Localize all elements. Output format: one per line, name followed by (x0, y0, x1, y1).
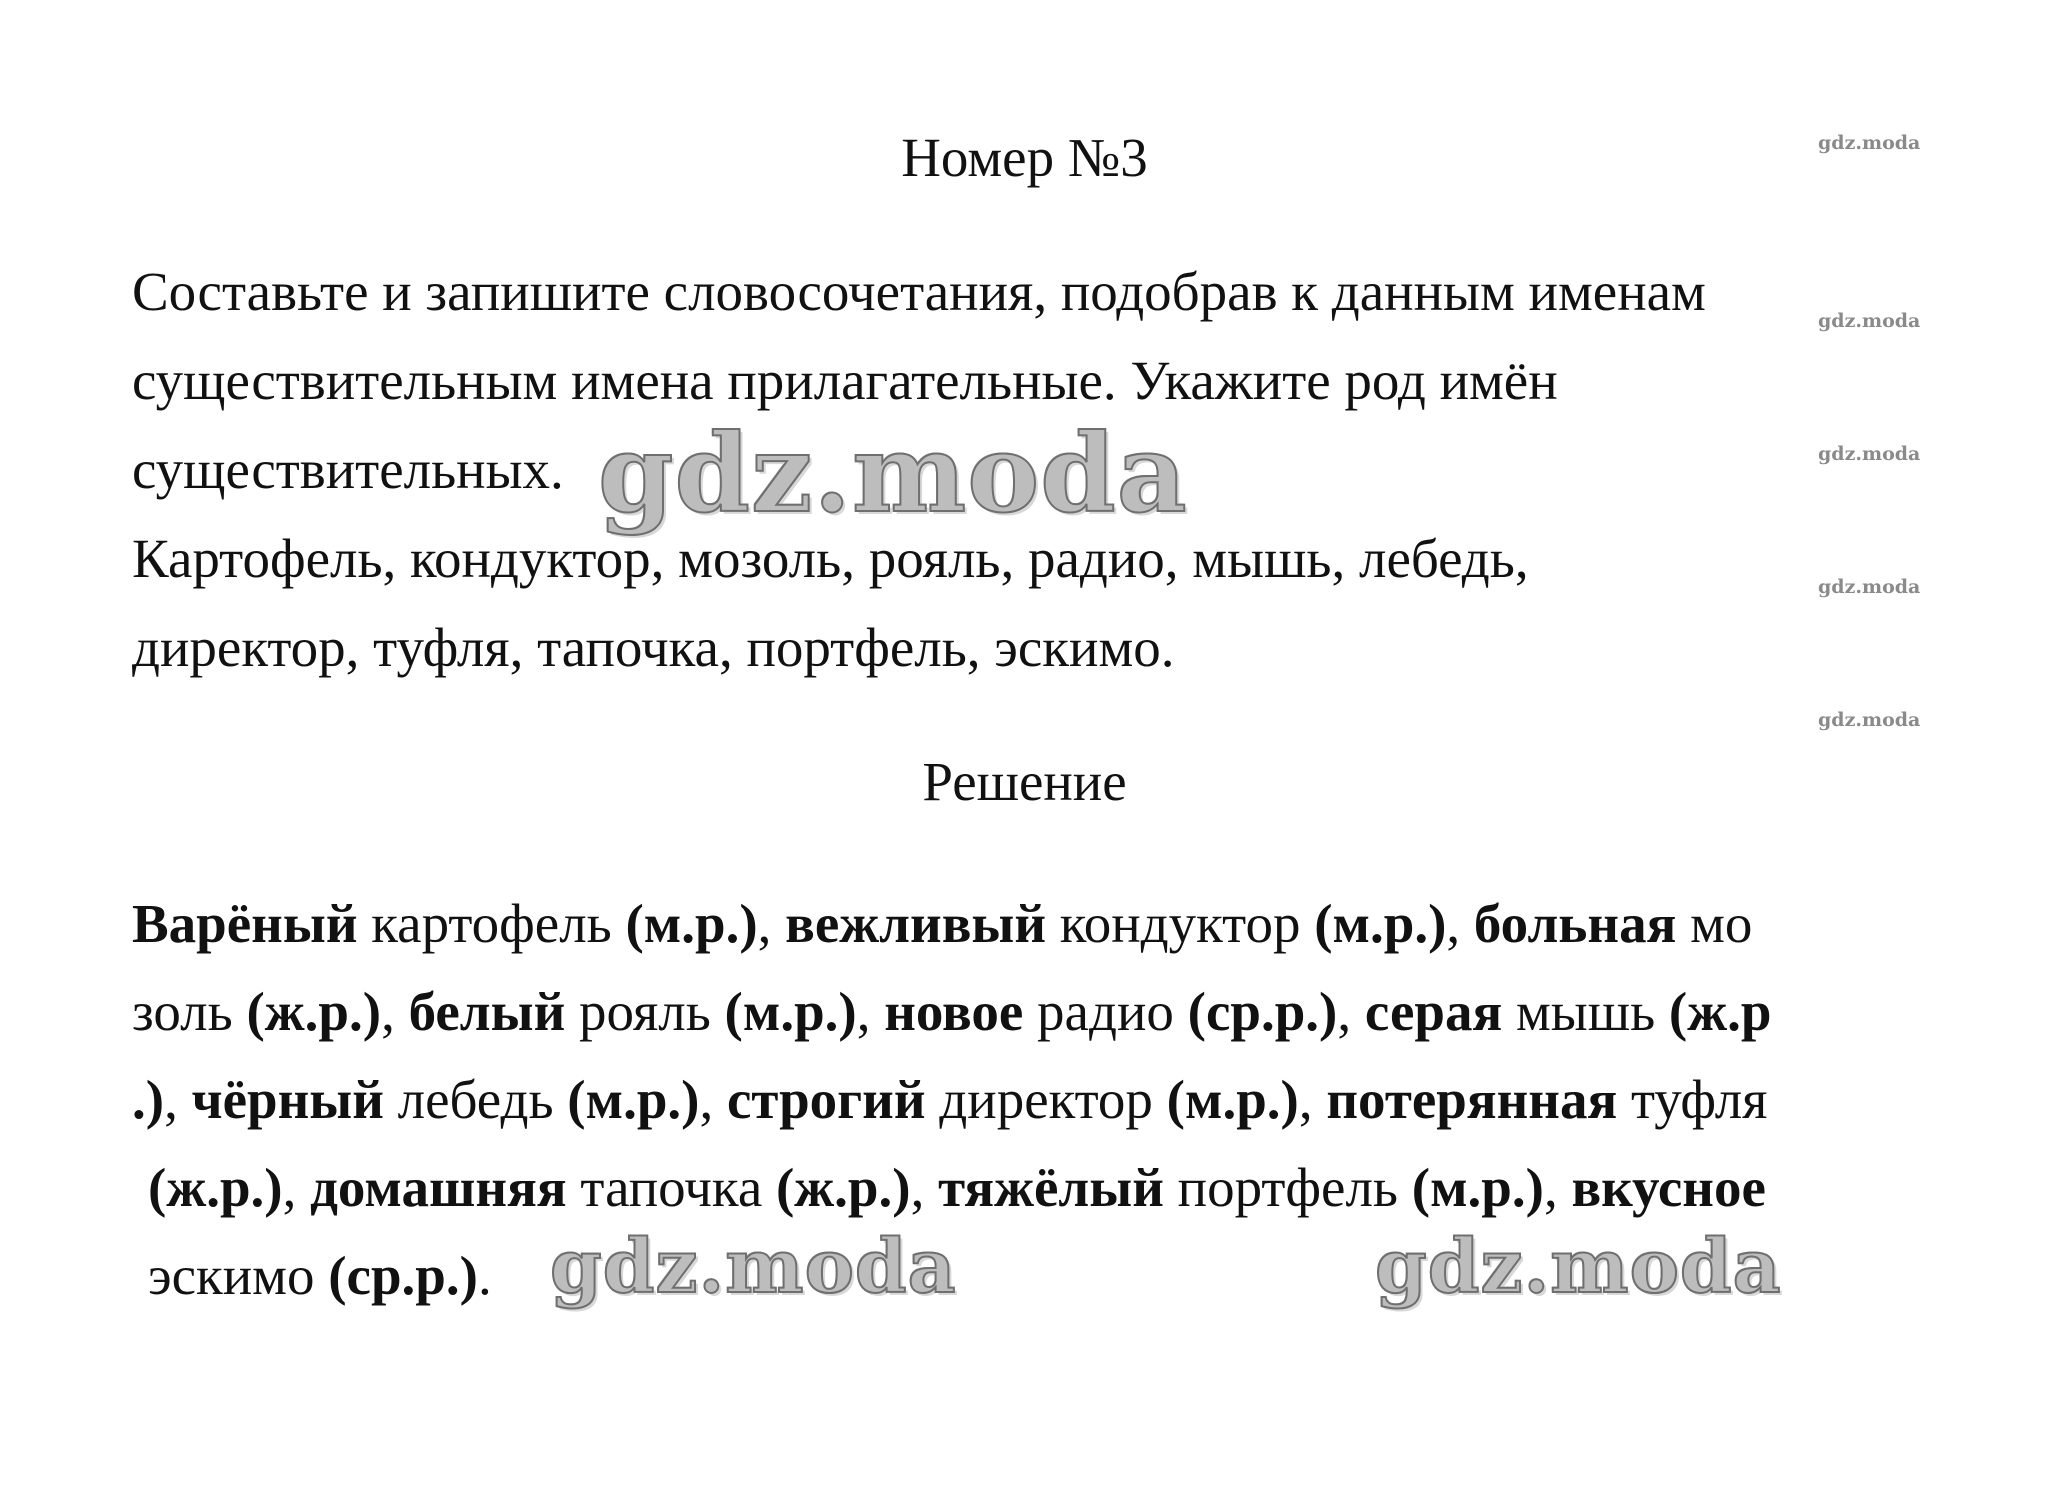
solution-text: лебедь (383, 1069, 568, 1130)
solution-text: золь (132, 981, 247, 1042)
task-line-4: Картофель, кондуктор, мозоль, рояль, радио, мышь, лебедь, (132, 528, 1529, 589)
solution-text: , (1446, 893, 1474, 954)
solution-bold-term: (ж.р.) (775, 1157, 911, 1218)
watermark-large: gdz.moda (598, 411, 1188, 537)
solution-text: мышь (1502, 981, 1669, 1042)
solution-bold-term: (м.р.) (1166, 1069, 1299, 1130)
solution-line-1 (132, 894, 1752, 954)
solution-text: портфель (1163, 1157, 1412, 1218)
solution-bold-term: .) (132, 1069, 165, 1130)
watermark-small: gdz.moda (1818, 709, 1921, 731)
solution-bold-term: (м.р.) (567, 1069, 700, 1130)
solution-bold-term: белый (408, 981, 566, 1042)
solution-text: , (1298, 1069, 1327, 1130)
task-line-3: существительных. (132, 439, 564, 500)
solution-text: , (856, 981, 885, 1042)
solution-text: , (757, 893, 786, 954)
solution-bold-term: (ср.р.) (1187, 981, 1338, 1042)
solution-bold-term: (м.р.) (1411, 1157, 1544, 1218)
page-title: Номер №3 (901, 127, 1148, 188)
solution-bold-term: (ж.р.) (148, 1157, 283, 1218)
task-line-2: существительным имена прилагательные. Укажите род имён (132, 350, 1558, 411)
solution-text: , (1543, 1157, 1572, 1218)
solution-text: , (381, 981, 409, 1042)
solution-text: , (1337, 981, 1365, 1042)
solution-bold-term: вежливый (785, 893, 1047, 954)
solution-bold-term: (ж.р (1668, 981, 1772, 1042)
solution-bold-term: (ж.р.) (246, 981, 382, 1042)
task-line-1: Составьте и запишите словосочетания, подобрав к данным именам (132, 261, 1706, 322)
solution-text: директор (925, 1069, 1167, 1130)
solution-text: туфля (1617, 1069, 1768, 1130)
solution-line-5 (148, 1246, 492, 1306)
watermark-small: gdz.moda (1818, 576, 1921, 598)
solution-bold-term: тяжёлый (938, 1157, 1164, 1218)
solution-bold-term: больная (1473, 893, 1677, 954)
solution-text: кондуктор (1046, 893, 1315, 954)
solution-text: радио (1023, 981, 1188, 1042)
solution-bold-term: новое (884, 981, 1024, 1042)
solution-text: тапочка (566, 1157, 776, 1218)
solution-bold-term: чёрный (191, 1069, 384, 1130)
watermark-large: gdz.moda (1375, 1224, 1782, 1310)
solution-text: эскимо (148, 1245, 329, 1306)
solution-text: мо (1676, 893, 1753, 954)
solution-line-4 (148, 1158, 1766, 1218)
solution-bold-term: серая (1364, 981, 1503, 1042)
solution-text: , (164, 1069, 192, 1130)
solution-bold-term: (м.р.) (1314, 893, 1447, 954)
watermark-large: gdz.moda (550, 1224, 957, 1310)
solution-text: , (282, 1157, 311, 1218)
solution-bold-term: (ср.р.) (328, 1245, 478, 1306)
solution-bold-term: Варёный (132, 893, 358, 954)
watermark-small: gdz.moda (1818, 310, 1921, 332)
solution-text: рояль (565, 981, 725, 1042)
solution-bold-term: домашняя (310, 1157, 567, 1218)
solution-bold-term: (м.р.) (724, 981, 857, 1042)
watermark-small: gdz.moda (1818, 132, 1921, 154)
solution-bold-term: вкусное (1571, 1157, 1766, 1218)
solution-bold-term: потерянная (1326, 1069, 1618, 1130)
task-line-5: директор, туфля, тапочка, портфель, эскимо. (132, 617, 1175, 678)
solution-bold-term: строгий (726, 1069, 926, 1130)
solution-text: . (477, 1245, 492, 1306)
solution-line-2 (132, 982, 1771, 1042)
solution-bold-term: (м.р.) (625, 893, 758, 954)
solution-heading: Решение (922, 751, 1127, 812)
watermark-small: gdz.moda (1818, 443, 1921, 465)
solution-line-3 (132, 1070, 1767, 1130)
solution-text: картофель (357, 893, 626, 954)
solution-text: , (910, 1157, 939, 1218)
solution-text: , (699, 1069, 727, 1130)
